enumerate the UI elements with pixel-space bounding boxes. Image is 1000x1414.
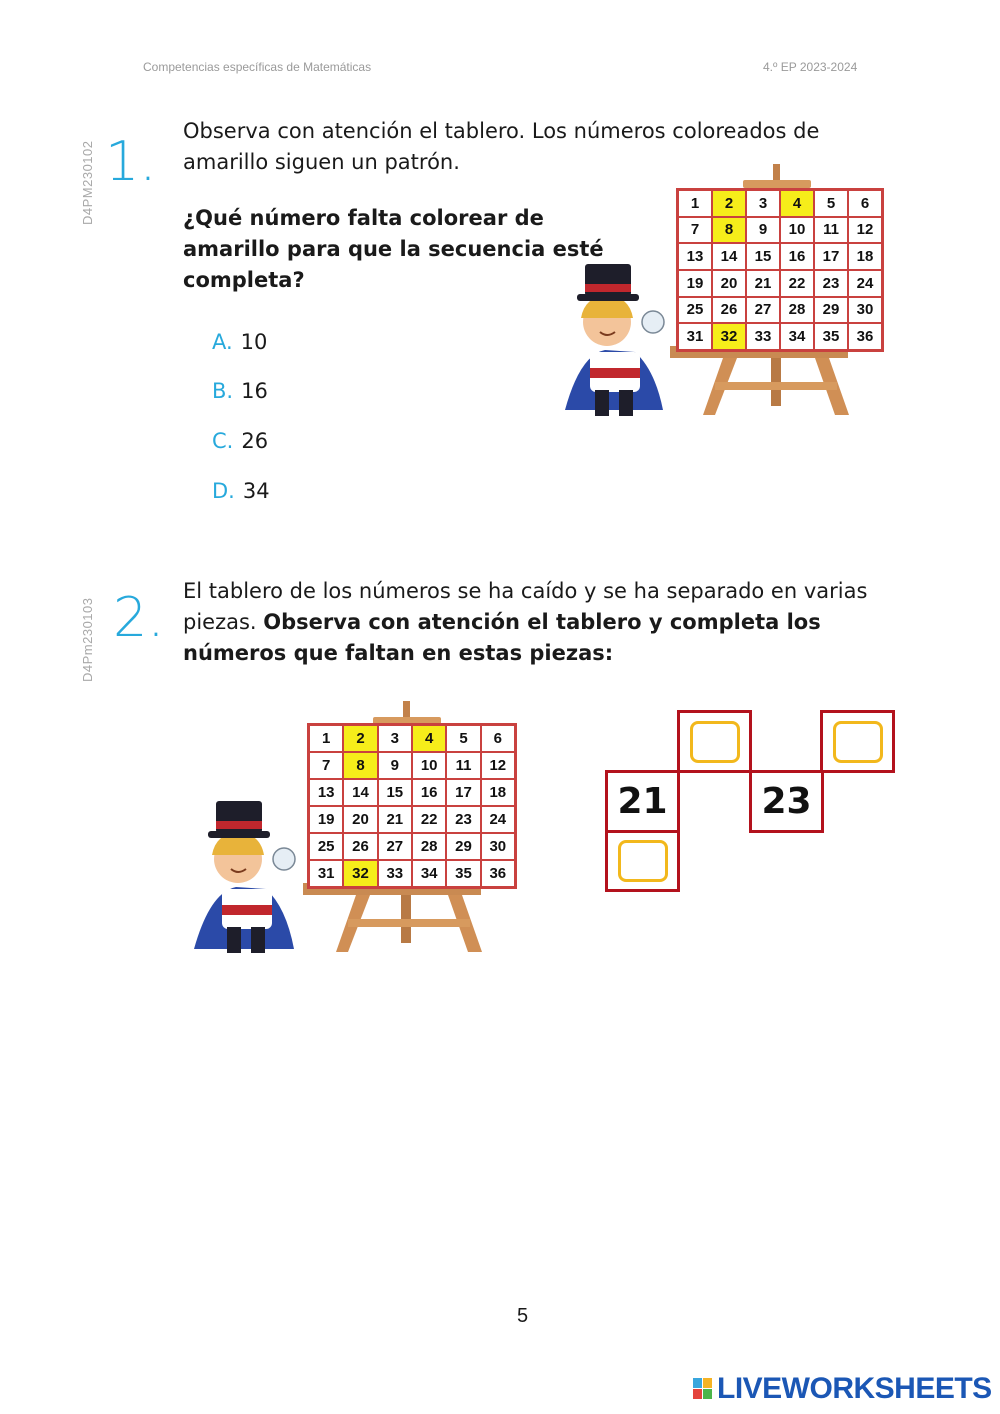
board-cell: 16: [412, 779, 446, 806]
board-cell: 26: [343, 833, 377, 860]
board-cell: 19: [678, 270, 712, 297]
header-right: 4.º EP 2023-2024: [763, 60, 858, 74]
board-cell: 3: [378, 725, 412, 752]
option-letter: A.: [212, 330, 233, 354]
number-board-1: [676, 188, 884, 352]
piece-23: 23: [749, 770, 824, 833]
board-cell: 6: [848, 190, 882, 217]
board-cell: 31: [678, 323, 712, 350]
board-cell: 32: [712, 323, 746, 350]
board-cell: 8: [712, 217, 746, 244]
liveworksheets-logo-icon: [693, 1378, 713, 1400]
number-board-2: [307, 723, 517, 889]
page-number: 5: [516, 1305, 529, 1327]
board-cell: 12: [848, 217, 882, 244]
board-cell: 1: [678, 190, 712, 217]
board-cell: 18: [481, 779, 515, 806]
board-cell: 6: [481, 725, 515, 752]
board-cell: 11: [446, 752, 480, 779]
board-cell: 10: [780, 217, 814, 244]
piece-21: 21: [605, 770, 680, 833]
board-cell: 22: [412, 806, 446, 833]
piece-top-left-connector: [677, 770, 752, 773]
board-cell: 2: [712, 190, 746, 217]
board-cell: 15: [746, 243, 780, 270]
q1-code: D4PM230102: [80, 140, 95, 225]
board-cell: 22: [780, 270, 814, 297]
q1-number: 1.: [105, 130, 157, 193]
board-cell: 21: [378, 806, 412, 833]
option-letter: C.: [212, 429, 234, 453]
board-cell: 19: [309, 806, 343, 833]
board-cell: 4: [412, 725, 446, 752]
board-cell: 4: [780, 190, 814, 217]
magician-board-illustration-1: [545, 160, 885, 422]
magician-board-illustration-2: [178, 697, 518, 959]
board-cell: 20: [343, 806, 377, 833]
piece-top-right-blank: [820, 710, 895, 773]
q1-intro: Observa con atención el tablero. Los números coloreados de amarillo siguen un patrón.: [183, 119, 820, 174]
board-cell: 11: [814, 217, 848, 244]
board-cell: 13: [678, 243, 712, 270]
board-cell: 24: [848, 270, 882, 297]
board-cell: 33: [746, 323, 780, 350]
board-cell: 20: [712, 270, 746, 297]
answer-slot-1[interactable]: [690, 721, 740, 763]
board-cell: 15: [378, 779, 412, 806]
board-cell: 27: [746, 297, 780, 324]
answer-slot-2[interactable]: [833, 721, 883, 763]
board-cell: 16: [780, 243, 814, 270]
board-cell: 35: [446, 860, 480, 887]
header-left: Competencias específicas de Matemáticas: [143, 60, 372, 74]
board-cell: 34: [780, 323, 814, 350]
board-cell: 17: [814, 243, 848, 270]
board-cell: 12: [481, 752, 515, 779]
board-cell: 23: [814, 270, 848, 297]
board-cell: 24: [481, 806, 515, 833]
option-value: 16: [241, 379, 268, 403]
board-cell: 21: [746, 270, 780, 297]
option-letter: D.: [212, 479, 235, 503]
board-cell: 31: [309, 860, 343, 887]
answer-slot-3[interactable]: [618, 840, 668, 882]
board-cell: 26: [712, 297, 746, 324]
board-cell: 25: [309, 833, 343, 860]
board-cell: 28: [412, 833, 446, 860]
q2-intro-plain: El tablero de los números se ha caído y se ha separado en varias piezas.: [183, 579, 868, 634]
board-cell: 10: [412, 752, 446, 779]
q2-intro: [183, 576, 883, 669]
board-cell: 34: [412, 860, 446, 887]
option-value: 10: [240, 330, 268, 354]
q2-number: 2.: [113, 586, 165, 649]
liveworksheets-brand: LIVEWORKSHEETS: [717, 1372, 992, 1405]
board-cell: 25: [678, 297, 712, 324]
board-cell: 8: [343, 752, 377, 779]
board-cell: 5: [446, 725, 480, 752]
piece-top-left-blank: [677, 710, 752, 773]
board-cell: 23: [446, 806, 480, 833]
q1-option-b[interactable]: [212, 379, 268, 403]
board-cell: 7: [309, 752, 343, 779]
board-cell: 36: [481, 860, 515, 887]
board-cell: 27: [378, 833, 412, 860]
option-value: 26: [241, 429, 269, 453]
board-cell: 32: [343, 860, 377, 887]
board-cell: 29: [446, 833, 480, 860]
piece-bottom-blank: [605, 830, 680, 892]
q1-question: ¿Qué número falta colorear de amarillo para que la secuencia esté completa?: [183, 206, 604, 292]
option-letter: B.: [212, 379, 234, 403]
board-cell: 9: [746, 217, 780, 244]
board-cell: 9: [378, 752, 412, 779]
board-cell: 33: [378, 860, 412, 887]
board-cell: 14: [712, 243, 746, 270]
board-cell: 29: [814, 297, 848, 324]
board-cell: 1: [309, 725, 343, 752]
magician-icon: [545, 260, 675, 420]
q1-option-d[interactable]: [212, 479, 270, 503]
q2-code: D4Pm230103: [80, 597, 95, 682]
option-value: 34: [242, 479, 270, 503]
board-cell: 14: [343, 779, 377, 806]
board-cell: 13: [309, 779, 343, 806]
q1-option-a[interactable]: [212, 330, 267, 354]
q2-intro-bold: Observa con atención el tablero y completa los números que faltan en estas piezas:: [183, 610, 821, 665]
board-cell: 30: [481, 833, 515, 860]
board-cell: 17: [446, 779, 480, 806]
board-cell: 35: [814, 323, 848, 350]
board-cell: 30: [848, 297, 882, 324]
board-cell: 5: [814, 190, 848, 217]
board-cell: 7: [678, 217, 712, 244]
q1-option-c[interactable]: [212, 429, 268, 453]
magician-icon: [180, 797, 310, 957]
board-cell: 3: [746, 190, 780, 217]
board-cell: 36: [848, 323, 882, 350]
board-cell: 28: [780, 297, 814, 324]
board-cell: 2: [343, 725, 377, 752]
board-cell: 18: [848, 243, 882, 270]
